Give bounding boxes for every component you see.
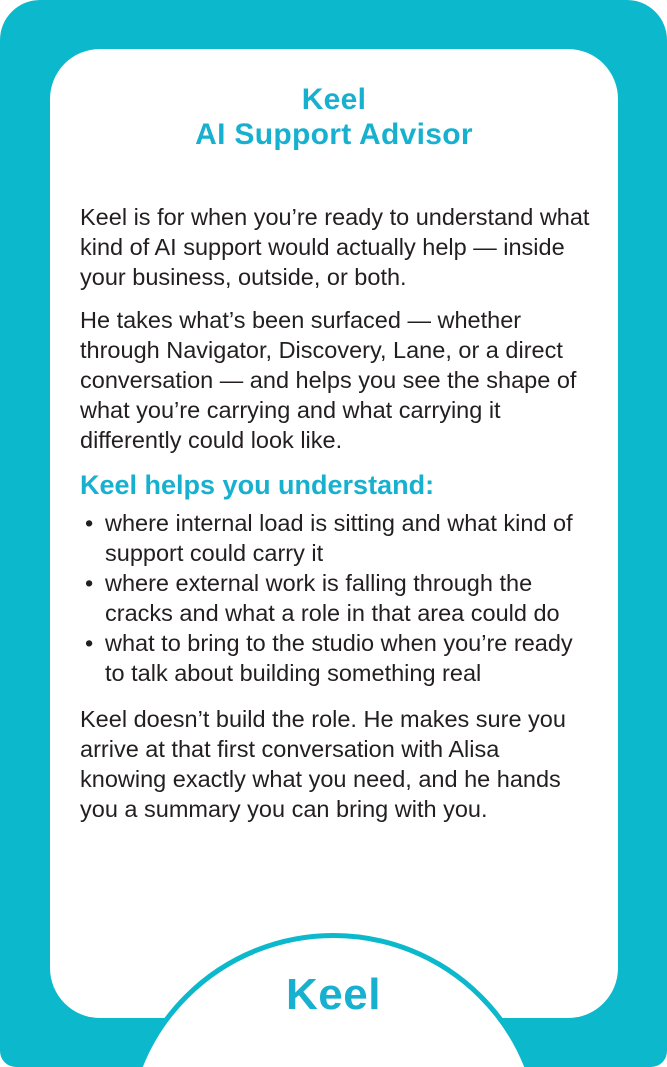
bullet-icon: • [85, 570, 94, 596]
title-line-2: AI Support Advisor [195, 118, 473, 151]
process-paragraph: He takes what’s been surfaced — whether through Navigator, Discovery, Lane, or a direct conversation — and helps you see the shape of what you’re carrying and what carrying it differently could look like. [80, 307, 577, 453]
content-card [50, 49, 618, 1018]
section-heading: Keel helps you understand: [80, 470, 435, 500]
list-item-text: where internal load is sitting and what kind of support could carry it [105, 510, 573, 566]
bullet-icon: • [85, 510, 94, 536]
list-item [80, 568, 590, 628]
title-line-1: Keel [301, 83, 367, 116]
list-item [80, 628, 590, 688]
card-title [50, 49, 618, 152]
intro-paragraph: Keel is for when you’re ready to understand what kind of AI support would actually help — inside your business, outside, or both. [80, 204, 590, 290]
closing-paragraph: Keel doesn’t build the role. He makes sure you arrive at that first conversation with Alisa knowing exactly what you need, and he hands you a summary you can bring with you. [80, 706, 566, 822]
list-item [80, 508, 590, 568]
benefits-list [80, 508, 590, 688]
card-body [50, 202, 618, 824]
list-item-text: what to bring to the studio when you’re ready to talk about building something real [105, 630, 573, 686]
bullet-icon: • [85, 630, 94, 656]
list-item-text: where external work is falling through the cracks and what a role in that area could do [105, 570, 560, 626]
badge-label: Keel [286, 970, 381, 1019]
